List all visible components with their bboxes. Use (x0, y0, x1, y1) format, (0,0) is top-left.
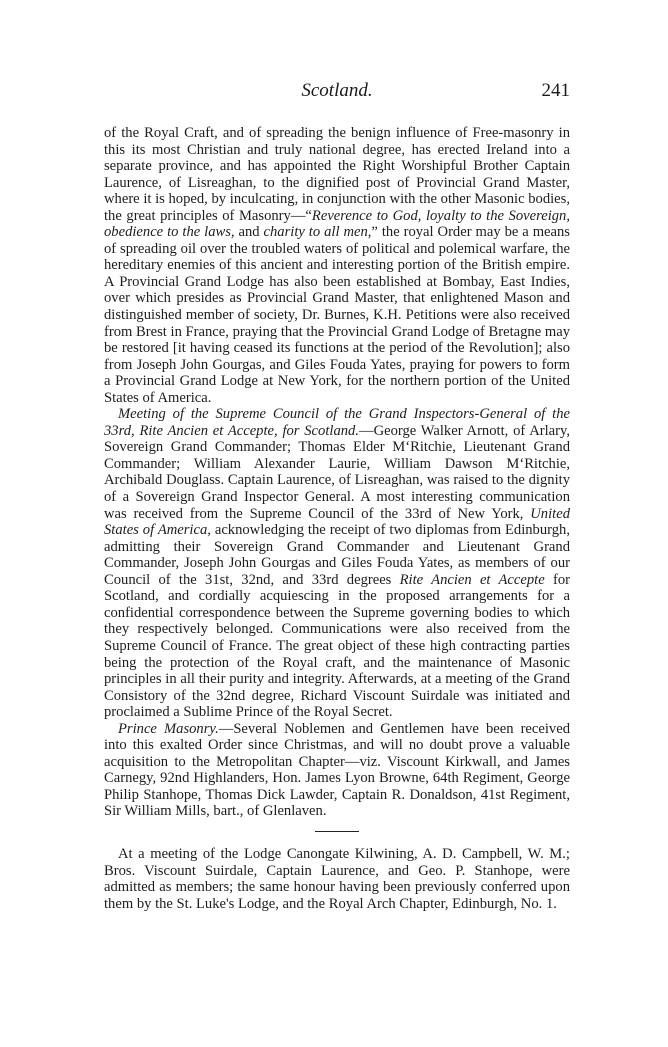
paragraph-grand-lodge (104, 125, 570, 406)
italic-segment: Reverence to God, loyalty to the Sovereign, obedience to the laws, (104, 207, 571, 241)
text-segment: —George Walker Arnott, of Arlary, Sovereign Grand Commander; Thomas Elder M‘Ritchie, Lieutenant Grand Commander; William Alexander Laurie, William Dawson M‘Ritchie, Archibald Douglass. Captain Laurence, of Lisreaghan, was raised to the dignity of a Sovereign Grand Inspector General. A most interesting communication was received from the Supreme Council of the 33rd of New York, (104, 422, 570, 522)
page-header (104, 80, 570, 104)
paragraph-supreme-council (104, 406, 570, 720)
text-segment: of the Royal Craft, and of spreading the benign influence of Free-masonry in this its most Christian and truly national degree, has erected Ireland into a separate province, and has appointed the Right Worshipful Brother Captain Laurence, of Lisreaghan, to the dignified post of Provincial Grand Master, where it is hoped, by inculcating, in conjunction with the other Masonic bodies, the great principles of Masonry—“ (104, 125, 570, 224)
page-number: 241 (541, 80, 570, 101)
section-divider (315, 831, 359, 832)
paragraph-canongate-kilwining: At a meeting of the Lodge Canongate Kilwining, A. D. Campbell, W. M.; Bros. Viscount Suirdale, Captain Laurence, and Geo. P. Stanhope, were admitted as members; the same honour having been previously conferred upon them by the St. Luke's Lodge, and the Royal Arch Chapter, Edinburgh, No. 1. (104, 845, 570, 912)
page-body (104, 125, 570, 912)
section-heading: Prince Masonry. (118, 720, 219, 737)
paragraph-prince-masonry (104, 721, 570, 820)
section-heading: Meeting of the Supreme Council of the Grand Inspectors-General of the 33rd, Rite Ancien et Accepte, for Scotland. (104, 406, 570, 439)
text-segment: acknowledging the receipt of two diplomas from Edinburgh, admitting their Sovereign Grand Commander and Lieutenant Grand Commander, Joseph John Gourgas and Giles Fouda Yates, as members of our Council of the 31st, 32nd, and 33rd degrees (104, 522, 570, 588)
text-segment: ” the royal Order may be a means of spreading oil over the troubled waters of political and polemical warfare, the hereditary enemies of this ancient and interesting portion of the British empire. A Provincial Grand Lodge has also been established at Bombay, East Indies, over which presides as Provincial Grand Master, that enlightened Mason and distinguished member of society, Dr. Burnes, K.H. Petitions were also received from Brest in France, praying that the Provincial Grand Lodge of Bretagne may be restored [it having ceased its functions at the period of the Revolution]; also from Joseph John Gourgas, and Giles Fouda Yates, praying for powers to form a Provincial Grand Lodge at New York, for the northern portion of the United States of America. (104, 224, 570, 406)
text-segment: —Several Noblemen and Gentlemen have been received into this exalted Order since Christmas, and will no doubt prove a valuable acquisition to the Metropolitan Chapter—viz. Viscount Kirkwall, and James Carnegy, 92nd Highlanders, Hon. James Lyon Browne, 64th Regiment, George Philip Stanhope, Thomas Dick Lawder, Captain R. Donaldson, 41st Regiment, Sir William Mills, bart., of Glenlaven. (104, 720, 570, 820)
text-segment: for Scotland, and cordially acquiescing in the proposed arrangements for a confidential correspondence between the Supreme governing bodies to which they respectively belonged. Communications were also received from the Supreme Council of France. The great object of these high contracting parties being the protection of the Royal craft, and the maintenance of Masonic principles in all their purity and integrity. Afterwards, at a meeting of the Grand Consistory of the 32nd degree, Richard Viscount Suirdale was initiated and proclaimed a Sublime Prince of the Royal Secret. (104, 571, 570, 721)
italic-segment: United States of America, (104, 505, 570, 539)
italic-segment: charity to all men, (263, 224, 372, 241)
text-segment: and (238, 224, 264, 241)
running-head: Scotland. (301, 80, 373, 101)
italic-segment: Rite Ancien et Accepte (399, 571, 545, 588)
